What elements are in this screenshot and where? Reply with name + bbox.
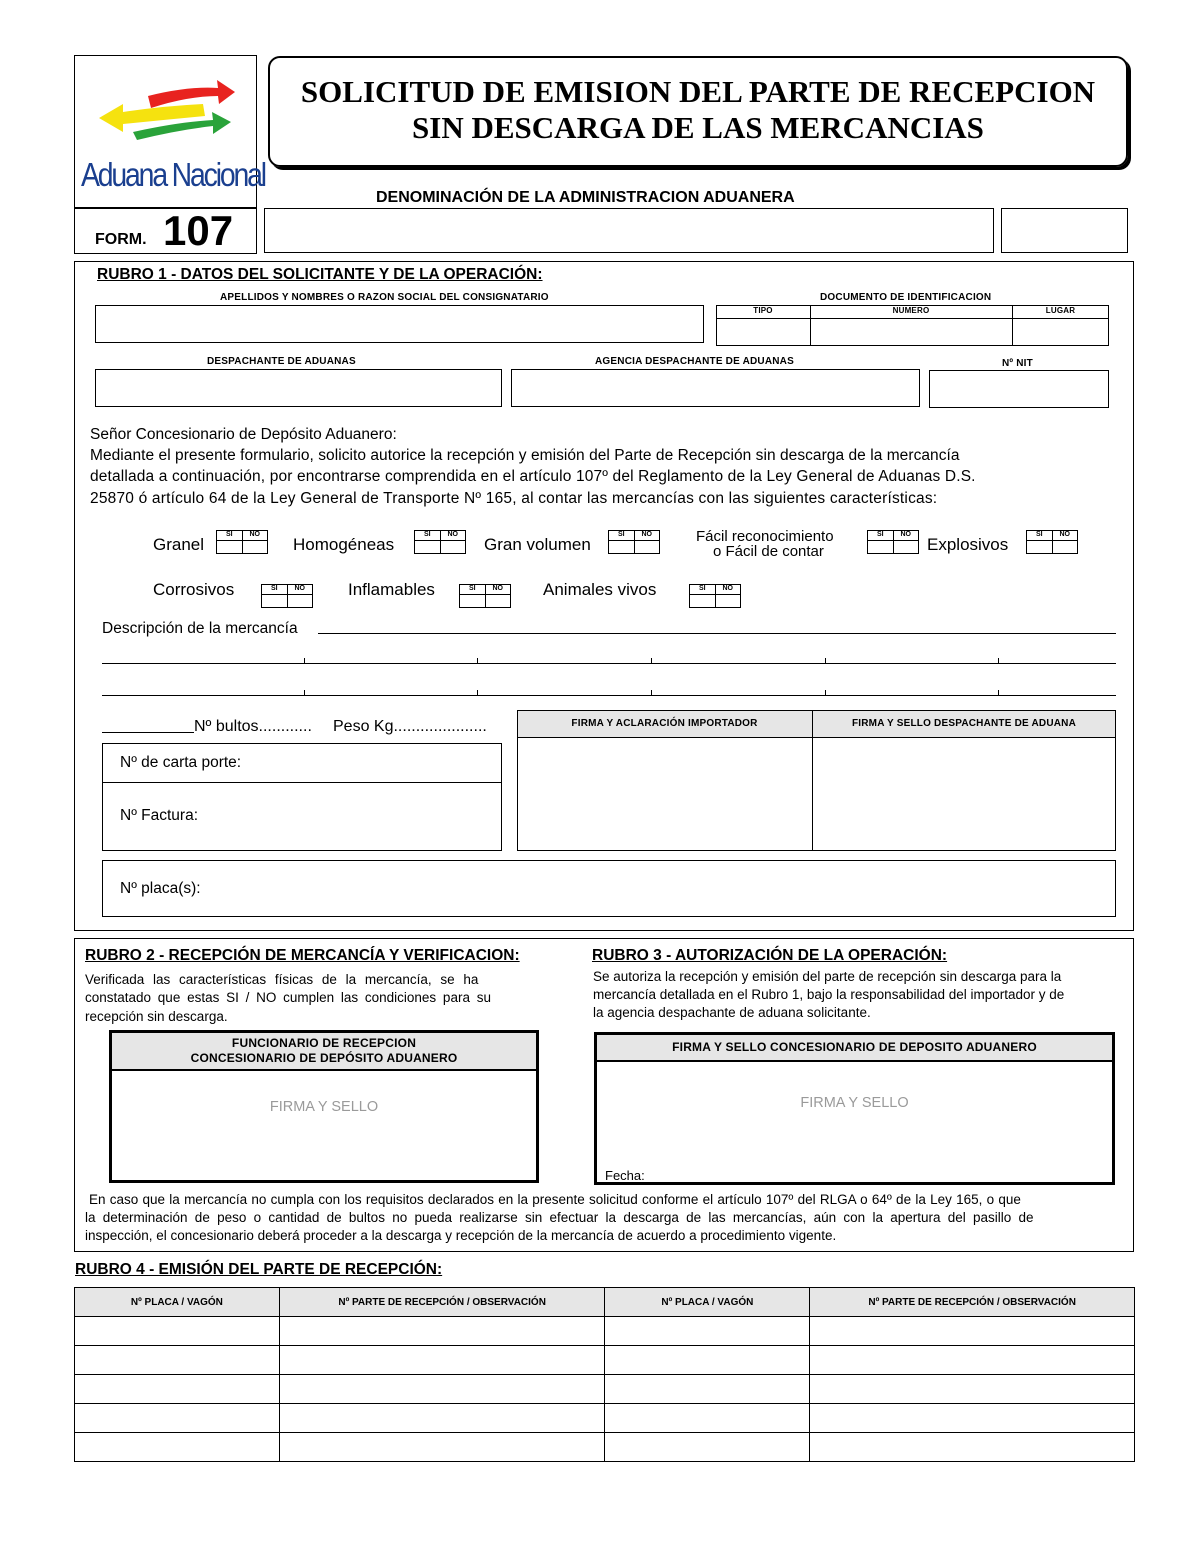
no-label: NO: [722, 585, 733, 592]
firma-despachante-label: FIRMA Y SELLO DESPACHANTE DE ADUANA: [851, 718, 1077, 729]
request-paragraph-line3: 25870 ó artículo 64 de la Ley General de Transporte Nº 165, al contar las mercancías con las siguientes características:: [90, 490, 938, 507]
table-row: [75, 1404, 1135, 1433]
placa-cell[interactable]: [75, 1433, 280, 1462]
rubro2-text-line2: constatado que estas SI / NO cumplen las condiciones para su: [85, 990, 491, 1005]
nit-label: Nº NIT: [1002, 358, 1033, 369]
no-label: NO: [900, 531, 911, 538]
granel-label: Granel: [153, 535, 205, 554]
table-row: [75, 1433, 1135, 1462]
notice-line2: la determinación de peso o cantidad de bultos no pueda realizarse sin efectuar la descarga de las mercancías, aún con la apertura del pasillo de: [85, 1210, 1034, 1225]
carta-porte-divider: [102, 782, 502, 783]
yes-checkbox[interactable]: [217, 541, 243, 553]
id-tipo-field[interactable]: [717, 319, 809, 345]
no-label: NO: [641, 531, 652, 538]
no-checkbox[interactable]: [243, 541, 268, 553]
yes-checkbox[interactable]: [262, 595, 288, 607]
placas-label: Nº placa(s):: [120, 880, 201, 897]
line-tick: [998, 690, 999, 696]
column-header: Nº PARTE DE RECEPCIÓN / OBSERVACIÓN: [279, 1288, 605, 1317]
no-checkbox[interactable]: [288, 595, 313, 607]
placa-cell[interactable]: [75, 1404, 280, 1433]
rubro2-box-title-line2: CONCESIONARIO DE DEPÓSITO ADUANERO: [190, 1051, 458, 1065]
despachante-field[interactable]: [95, 369, 502, 407]
parte-cell[interactable]: [810, 1375, 1135, 1404]
salutation-text: Señor Concesionario de Depósito Aduanero:: [90, 426, 397, 443]
line-tick: [477, 658, 478, 664]
placa-cell[interactable]: [75, 1346, 280, 1375]
firma-despachante-area[interactable]: [814, 740, 1114, 849]
corrosivos-label: Corrosivos: [153, 580, 235, 599]
descripcion-line-1[interactable]: [318, 633, 1116, 634]
logo-text: Aduana Nacional: [81, 156, 265, 193]
factura-label: Nº Factura:: [120, 807, 199, 824]
rubro2-text-line1: Verificada las características físicas de la mercancía, se ha: [85, 972, 479, 987]
table-row: [75, 1346, 1135, 1375]
inflamables-yes-no-box[interactable]: [459, 584, 511, 608]
explosivos-yes-no-box[interactable]: [1026, 530, 1078, 554]
bultos-blank-line[interactable]: [102, 732, 194, 733]
rubro3-text-line1: Se autoriza la recepción y emisión del parte de recepción sin descarga para la: [593, 969, 1062, 984]
notice-line3: inspección, el concesionario deberá proceder a la descarga y recepción de la mercancía de acuerdo a procedimiento vigente.: [85, 1228, 837, 1243]
table-row: [75, 1375, 1135, 1404]
despachante-label: DESPACHANTE DE ADUANAS: [207, 356, 356, 367]
request-paragraph-line2: detallada a continuación, por encontrarse comprendida en el artículo 107º del Reglamento de la Ley General de Aduanas D.S.: [90, 468, 976, 485]
parte-cell[interactable]: [279, 1317, 605, 1346]
id-numero-label: NUMERO: [892, 306, 930, 315]
fecha-label: Fecha:: [605, 1168, 645, 1183]
rubro3-heading: RUBRO 3 - AUTORIZACIÓN DE LA OPERACIÓN:: [592, 947, 948, 964]
factura-field[interactable]: [210, 786, 498, 848]
parte-cell[interactable]: [279, 1346, 605, 1375]
yes-checkbox[interactable]: [868, 541, 894, 553]
no-checkbox[interactable]: [716, 595, 741, 607]
parte-cell[interactable]: [810, 1346, 1135, 1375]
parte-cell[interactable]: [810, 1433, 1135, 1462]
notice-line1: En caso que la mercancía no cumpla con los requisitos declarados en la presente solicitud conforme el artículo 107º del RLGA o 64º de la Ley 165, o que: [89, 1192, 1021, 1207]
yes-label: SI: [868, 531, 894, 540]
line-tick: [651, 690, 652, 696]
placa-cell[interactable]: [605, 1375, 810, 1404]
line-tick: [304, 658, 305, 664]
rubro4-heading: RUBRO 4 - EMISIÓN DEL PARTE DE RECEPCIÓN:: [75, 1261, 443, 1278]
yes-checkbox[interactable]: [460, 595, 486, 607]
rubro3-text-line3: la agencia despachante de aduana solicitante.: [593, 1005, 871, 1020]
id-doc-label: DOCUMENTO DE IDENTIFICACION: [820, 292, 992, 303]
id-lugar-field[interactable]: [1013, 319, 1108, 345]
logo-box: [74, 55, 265, 208]
aduana-logo-icon: [93, 66, 238, 146]
line-tick: [998, 658, 999, 664]
no-label: NO: [447, 531, 458, 538]
rubro1-heading: RUBRO 1 - DATOS DEL SOLICITANTE Y DE LA OPERACIÓN:: [97, 266, 543, 283]
no-checkbox[interactable]: [1053, 541, 1078, 553]
firma-importador-label: FIRMA Y ACLARACIÓN IMPORTADOR: [571, 718, 758, 729]
granel-yes-no-box[interactable]: [216, 530, 268, 554]
form-prefix: FORM.: [95, 231, 147, 248]
form-title-line2: SIN DESCARGA DE LAS MERCANCIAS: [412, 110, 984, 145]
yes-label: SI: [690, 585, 716, 594]
line-tick: [477, 690, 478, 696]
admin-code-field[interactable]: [1001, 208, 1128, 253]
no-label: NO: [1059, 531, 1070, 538]
form-title-line1: SOLICITUD DE EMISION DEL PARTE DE RECEPCION: [300, 74, 1096, 109]
form-number-box: [74, 208, 257, 254]
gran-volumen-label: Gran volumen: [484, 535, 591, 554]
animales-vivos-label: Animales vivos: [543, 580, 657, 599]
no-label: NO: [294, 585, 305, 592]
rubro2-text-line3: recepción sin descarga.: [85, 1009, 228, 1024]
yes-checkbox[interactable]: [415, 541, 441, 553]
rubro3-stamp-placeholder[interactable]: FIRMA Y SELLO: [800, 1095, 909, 1111]
gran-volumen-yes-no-box[interactable]: [608, 530, 660, 554]
no-checkbox[interactable]: [894, 541, 919, 553]
no-label: NO: [492, 585, 503, 592]
no-checkbox[interactable]: [486, 595, 511, 607]
rubro3-text-line2: mercancía detallada en el Rubro 1, bajo la responsabilidad del importador y de: [593, 987, 1065, 1002]
yes-checkbox[interactable]: [690, 595, 716, 607]
line-tick: [825, 690, 826, 696]
descripcion-line-2[interactable]: [102, 663, 1116, 664]
placa-cell[interactable]: [605, 1404, 810, 1433]
rubro2-box-title-line1: FUNCIONARIO DE RECEPCION: [231, 1036, 417, 1050]
inflamables-label: Inflamables: [348, 580, 435, 599]
signature-col-divider: [812, 710, 813, 851]
parte-cell[interactable]: [279, 1433, 605, 1462]
line-tick: [304, 690, 305, 696]
facil-reconocimiento-yes-no-box[interactable]: [867, 530, 919, 554]
placa-cell[interactable]: [75, 1375, 280, 1404]
descripcion-label: Descripción de la mercancía: [102, 620, 298, 637]
yes-label: SI: [262, 585, 288, 594]
admin-field[interactable]: [264, 208, 994, 253]
facil-reconocimiento-label-line1: Fácil reconocimiento: [696, 528, 834, 545]
yes-label: SI: [1027, 531, 1053, 540]
peso-label: Peso Kg.....................: [333, 718, 487, 735]
yes-checkbox[interactable]: [1027, 541, 1053, 553]
bultos-label: Nº bultos............: [194, 718, 312, 735]
yes-label: SI: [609, 531, 635, 540]
line-tick: [651, 658, 652, 664]
placa-cell[interactable]: [605, 1433, 810, 1462]
consignee-field[interactable]: [95, 305, 704, 343]
placa-cell[interactable]: [75, 1317, 280, 1346]
table-header-row: [75, 1288, 1135, 1317]
parte-cell[interactable]: [810, 1317, 1135, 1346]
form-number: 107: [163, 207, 234, 254]
table-row: [75, 1317, 1135, 1346]
parte-cell[interactable]: [810, 1404, 1135, 1433]
no-checkbox[interactable]: [635, 541, 660, 553]
agencia-label: AGENCIA DESPACHANTE DE ADUANAS: [595, 356, 794, 367]
corrosivos-yes-no-box[interactable]: [261, 584, 313, 608]
yes-checkbox[interactable]: [609, 541, 635, 553]
facil-reconocimiento-label-line2: o Fácil de contar: [713, 543, 824, 560]
id-lugar-label: LUGAR: [1045, 306, 1076, 315]
rubro4-table: [74, 1287, 1135, 1462]
carta-porte-label: Nº de carta porte:: [120, 754, 242, 771]
no-checkbox[interactable]: [441, 541, 466, 553]
descripcion-line-3[interactable]: [102, 695, 1116, 696]
agencia-field[interactable]: [511, 369, 920, 407]
placa-cell[interactable]: [605, 1346, 810, 1375]
parte-cell[interactable]: [279, 1375, 605, 1404]
explosivos-label: Explosivos: [927, 535, 1009, 554]
firma-importador-area[interactable]: [519, 740, 811, 849]
consignee-label: APELLIDOS Y NOMBRES O RAZON SOCIAL DEL CONSIGNATARIO: [220, 292, 549, 303]
nit-field[interactable]: [929, 370, 1109, 408]
carta-porte-field[interactable]: [260, 746, 498, 780]
rubro2-stamp-placeholder[interactable]: FIRMA Y SELLO: [269, 1099, 379, 1115]
column-header: Nº PLACA / VAGÓN: [605, 1288, 810, 1317]
placas-box[interactable]: [102, 860, 1116, 917]
animales-vivos-yes-no-box[interactable]: [689, 584, 741, 608]
homogeneas-label: Homogéneas: [293, 535, 395, 554]
no-label: NO: [249, 531, 260, 538]
admin-label: DENOMINACIÓN DE LA ADMINISTRACION ADUANERA: [376, 189, 795, 206]
line-tick: [825, 658, 826, 664]
yes-label: SI: [415, 531, 441, 540]
id-numero-field[interactable]: [811, 319, 1011, 345]
id-tipo-label: TIPO: [753, 306, 773, 315]
request-paragraph-line1: Mediante el presente formulario, solicito autorice la recepción y emisión del Parte de Recepción sin descarga de la mercancía: [90, 447, 960, 464]
yes-label: SI: [460, 585, 486, 594]
column-header: Nº PARTE DE RECEPCIÓN / OBSERVACIÓN: [810, 1288, 1135, 1317]
column-header: Nº PLACA / VAGÓN: [75, 1288, 280, 1317]
parte-cell[interactable]: [279, 1404, 605, 1433]
homogeneas-yes-no-box[interactable]: [414, 530, 466, 554]
placa-cell[interactable]: [605, 1317, 810, 1346]
rubro3-box-title: FIRMA Y SELLO CONCESIONARIO DE DEPOSITO ADUANERO: [672, 1040, 1037, 1054]
rubro2-heading: RUBRO 2 - RECEPCIÓN DE MERCANCÍA Y VERIFICACION:: [85, 947, 520, 964]
yes-label: SI: [217, 531, 243, 540]
